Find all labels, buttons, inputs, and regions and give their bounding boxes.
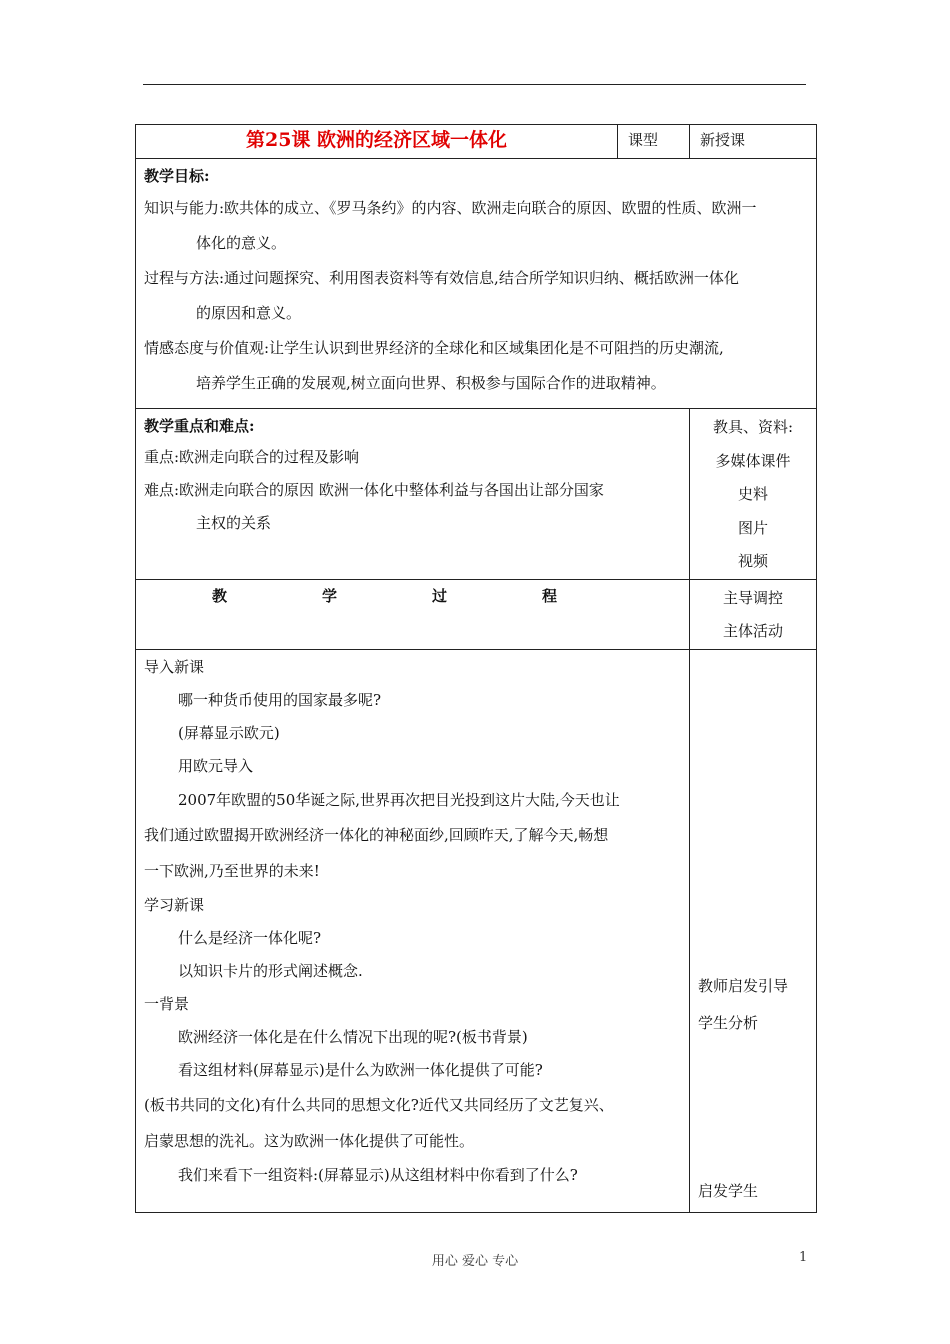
key-points-cell xyxy=(136,409,690,580)
body-line: 2007年欧盟的50华诞之际,世界再次把目光投到这片大陆,今天也让 xyxy=(178,790,620,809)
lesson-type-label: 课型 xyxy=(618,125,690,159)
process-body xyxy=(136,650,689,1192)
resource-video: 视频 xyxy=(737,552,768,570)
objective-knowledge-cont: 体化的意义。 xyxy=(196,234,287,252)
body-line: 什么是经济一体化呢? xyxy=(178,928,322,947)
lesson-title: 第25课 欧洲的经济区域一体化 xyxy=(136,125,618,159)
body-line: (板书共同的文化)有什么共同的思想文化?近代又共同经历了文艺复兴、 xyxy=(144,1095,614,1114)
process-header-row xyxy=(136,579,817,649)
process-side-cell xyxy=(690,579,817,649)
body-line: 我们通过欧盟揭开欧洲经济一体化的神秘面纱,回顾昨天,了解今天,畅想 xyxy=(144,825,609,844)
key-points-row xyxy=(136,409,817,580)
body-line: 用欧元导入 xyxy=(178,756,254,775)
process-char: 过 xyxy=(432,586,448,605)
resources-cell xyxy=(690,409,817,580)
key-point-difficulty: 难点:欧洲走向联合的原因 欧洲一体化中整体利益与各国出让部分国家 xyxy=(144,481,604,499)
page-number: 1 xyxy=(799,1250,808,1265)
body-line: (屏幕显示欧元) xyxy=(178,723,280,742)
objectives-cell xyxy=(136,159,817,409)
body-line: 一下欧洲,乃至世界的未来! xyxy=(144,861,320,880)
body-line: 哪一种货币使用的国家最多呢? xyxy=(178,690,382,709)
process-heading xyxy=(136,582,689,610)
note-teacher-guide: 教师启发引导 xyxy=(698,976,789,995)
title-row xyxy=(136,125,817,159)
objective-knowledge: 知识与能力:欧共体的成立、《罗马条约》的内容、欧洲走向联合的原因、欧盟的性质、欧洲一 xyxy=(144,199,757,217)
key-point-focus: 重点:欧洲走向联合的过程及影响 xyxy=(144,448,360,466)
note-student-analysis: 学生分析 xyxy=(698,1013,759,1032)
resource-sources: 史料 xyxy=(737,485,768,503)
process-char: 教 xyxy=(212,586,228,605)
body-line: 看这组材料(屏幕显示)是什么为欧洲一体化提供了可能? xyxy=(178,1060,543,1079)
body-line: 以知识卡片的形式阐述概念. xyxy=(178,961,363,980)
process-heading-cell xyxy=(136,579,690,649)
section-background-heading: 一背景 xyxy=(144,994,190,1013)
objectives-heading: 教学目标: xyxy=(144,167,210,185)
body-line: 我们来看下一组资料:(屏幕显示)从这组材料中你看到了什么? xyxy=(178,1165,578,1184)
process-body-cell xyxy=(136,649,690,1212)
note-inspire-students: 启发学生 xyxy=(698,1181,759,1200)
key-points-heading: 教学重点和难点: xyxy=(144,417,255,435)
process-char: 学 xyxy=(322,586,338,605)
process-side-activity: 主体活动 xyxy=(722,622,783,640)
lesson-type-value: 新授课 xyxy=(690,125,817,159)
process-notes-cell xyxy=(690,649,817,1212)
new-lesson-heading: 学习新课 xyxy=(144,895,205,914)
objective-process: 过程与方法:通过问题探究、利用图表资料等有效信息,结合所学知识归纳、概括欧洲一体化 xyxy=(144,269,739,287)
objectives-row xyxy=(136,159,817,409)
objective-attitude: 情感态度与价值观:让学生认识到世界经济的全球化和区域集团化是不可阻挡的历史潮流, xyxy=(144,339,724,357)
key-point-difficulty-cont: 主权的关系 xyxy=(196,514,272,532)
intro-heading: 导入新课 xyxy=(144,657,205,676)
resource-multimedia: 多媒体课件 xyxy=(715,451,791,470)
resources-heading: 教具、资料: xyxy=(712,418,794,436)
body-line: 欧洲经济一体化是在什么情况下出现的呢?(板书背景) xyxy=(178,1027,528,1046)
header-rule xyxy=(143,84,806,85)
lesson-plan-table xyxy=(135,124,817,1213)
process-body-row xyxy=(136,649,817,1212)
objective-process-cont: 的原因和意义。 xyxy=(196,304,302,322)
footer-motto: 用心 爱心 专心 xyxy=(431,1254,519,1269)
resource-pictures: 图片 xyxy=(737,518,768,537)
process-char: 程 xyxy=(542,586,558,605)
process-side-guide: 主导调控 xyxy=(722,588,783,607)
objective-attitude-cont: 培养学生正确的发展观,树立面向世界、积极参与国际合作的进取精神。 xyxy=(196,374,666,392)
body-line: 启蒙思想的洗礼。这为欧洲一体化提供了可能性。 xyxy=(144,1131,475,1150)
